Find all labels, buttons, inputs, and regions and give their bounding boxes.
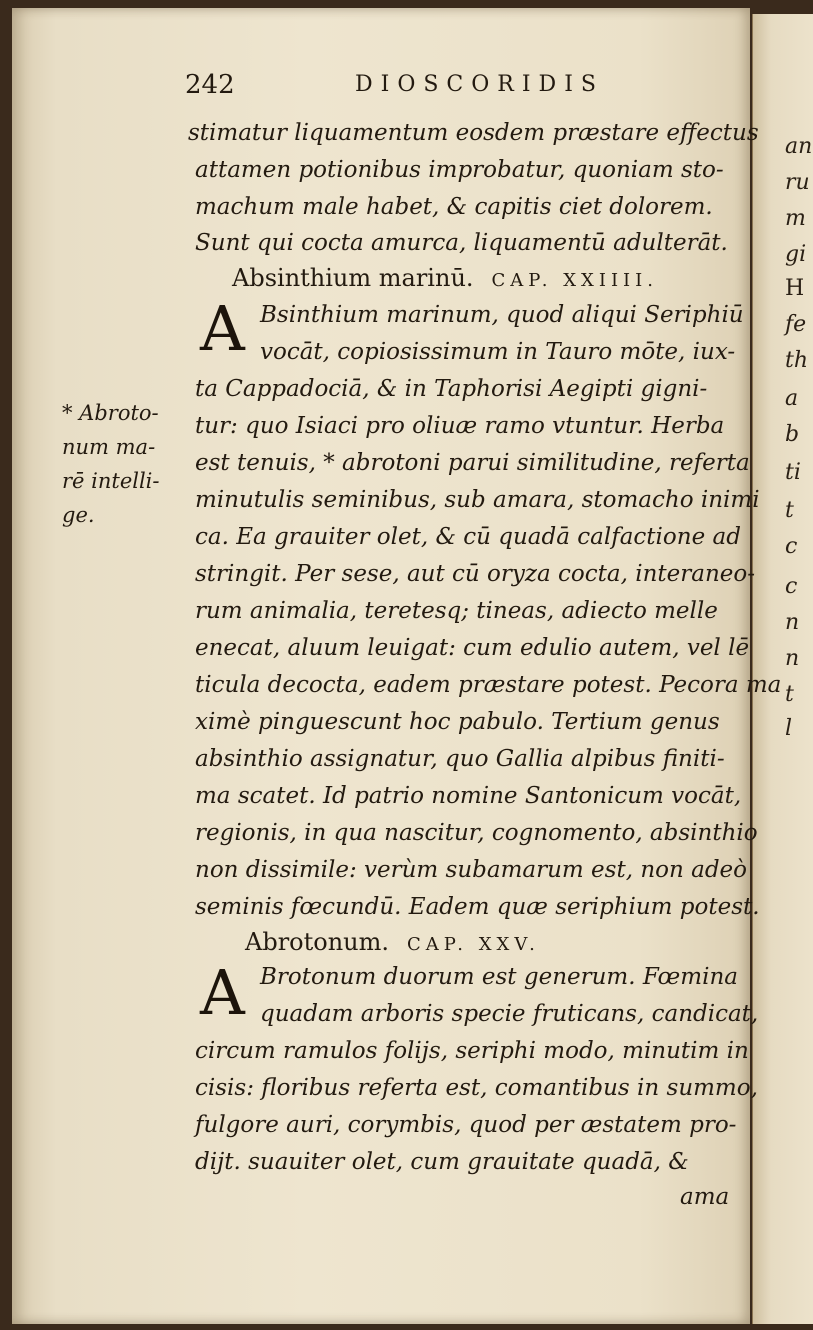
margin-note-line: num ma- <box>62 435 156 459</box>
text-line: attamen potionibus improbatur, quoniam sto- <box>195 157 724 183</box>
section-heading <box>232 264 658 292</box>
text-line: Brotonum duorum est generum. Fœmina <box>260 964 738 990</box>
text-line: machum male habet, & capitis ciet dolorem. <box>195 194 713 220</box>
margin-note-line: rē intelli- <box>62 469 160 493</box>
text-line: ma scatet. Id patrio nomine Santonicum vocāt, <box>195 783 742 809</box>
facing-page-fragment: t <box>785 682 794 707</box>
text-line: ta Cappadociā, & in Taphorisi Aegipti gigni- <box>195 376 708 402</box>
section-heading <box>245 928 540 956</box>
facing-page-fragment: ti <box>785 460 801 485</box>
facing-page-edge <box>752 14 813 1324</box>
text-line: Bsinthium marinum, quod aliqui Seriphiū <box>260 302 744 328</box>
text-line: non dissimile: verùm subamarum est, non adeò <box>195 857 748 883</box>
facing-page-fragment: ru <box>785 170 810 195</box>
facing-page-fragment: t <box>785 498 794 523</box>
text-line: ximè pinguescunt hoc pabulo. Tertium genus <box>195 709 720 735</box>
text-line: circum ramulos folijs, seriphi modo, minutim in <box>195 1038 749 1064</box>
text-line: tur: quo Isiaci pro oliuæ ramo vtuntur. Herba <box>195 413 725 439</box>
facing-page-fragment: c <box>785 534 798 559</box>
catchword: ama <box>680 1184 730 1210</box>
text-line: vocāt, copiosissimum in Tauro mōte, iux- <box>260 339 736 365</box>
facing-page-fragment: n <box>785 610 800 635</box>
text-line: ticula decocta, eadem præstare potest. Pecora ma <box>195 672 782 698</box>
section-title: Absinthium marinū. <box>232 264 474 292</box>
page-header <box>185 70 635 104</box>
chapter-label: CAP. XXV. <box>407 934 540 955</box>
facing-page-fragment: gi <box>785 242 807 267</box>
facing-page-fragment: l <box>785 716 793 741</box>
facing-page-fragment: fe <box>785 312 807 337</box>
facing-page-fragment: th <box>785 348 809 373</box>
text-line: cisis: floribus referta est, comantibus in summo, <box>195 1075 758 1101</box>
text-line: stimatur liquamentum eosdem præstare effectus <box>188 120 759 146</box>
text-line: absinthio assignatur, quo Gallia alpibus finiti- <box>195 746 725 772</box>
page-number: 242 <box>185 70 235 100</box>
text-line: est tenuis, * abrotoni parui similitudine, referta <box>195 450 750 476</box>
margin-note-line: ge. <box>62 503 95 527</box>
text-line: minutulis seminibus, sub amara, stomacho inimi <box>195 487 760 513</box>
text-line: regionis, in qua nascitur, cognomento, absinthio <box>195 820 758 846</box>
section-title: Abrotonum. <box>245 928 390 956</box>
facing-page-fragment: b <box>785 422 800 447</box>
drop-capital: A <box>200 292 245 365</box>
facing-page-fragment: n <box>785 646 800 671</box>
text-line: Sunt qui cocta amurca, liquamentū adulterāt. <box>195 230 728 256</box>
running-head: DIOSCORIDIS <box>355 72 604 97</box>
text-line: stringit. Per sese, aut cū oryza cocta, interaneo- <box>195 561 755 587</box>
text-line: ca. Ea grauiter olet, & cū quadā calfactione ad <box>195 524 741 550</box>
text-line: enecat, aluum leuigat: cum edulio autem, vel lē <box>195 635 750 661</box>
facing-page-fragment: a <box>785 386 799 411</box>
text-line: seminis fœcundū. Eadem quæ seriphium potest. <box>195 894 760 920</box>
drop-capital: A <box>200 956 245 1029</box>
chapter-label: CAP. XXIIII. <box>491 270 659 291</box>
facing-page-fragment: H <box>785 276 805 301</box>
text-line: rum animalia, teretesq; tineas, adiecto melle <box>195 598 718 624</box>
facing-page-fragment: an <box>785 134 813 159</box>
facing-page-fragment: m <box>785 206 806 231</box>
text-line: dijt. suauiter olet, cum grauitate quadā, & <box>195 1149 689 1175</box>
margin-note-line: * Abroto- <box>62 401 159 425</box>
facing-page-fragment: c <box>785 574 798 599</box>
text-line: fulgore auri, corymbis, quod per æstatem pro- <box>195 1112 737 1138</box>
text-line: quadam arboris specie fruticans, candicat, <box>260 1001 759 1027</box>
